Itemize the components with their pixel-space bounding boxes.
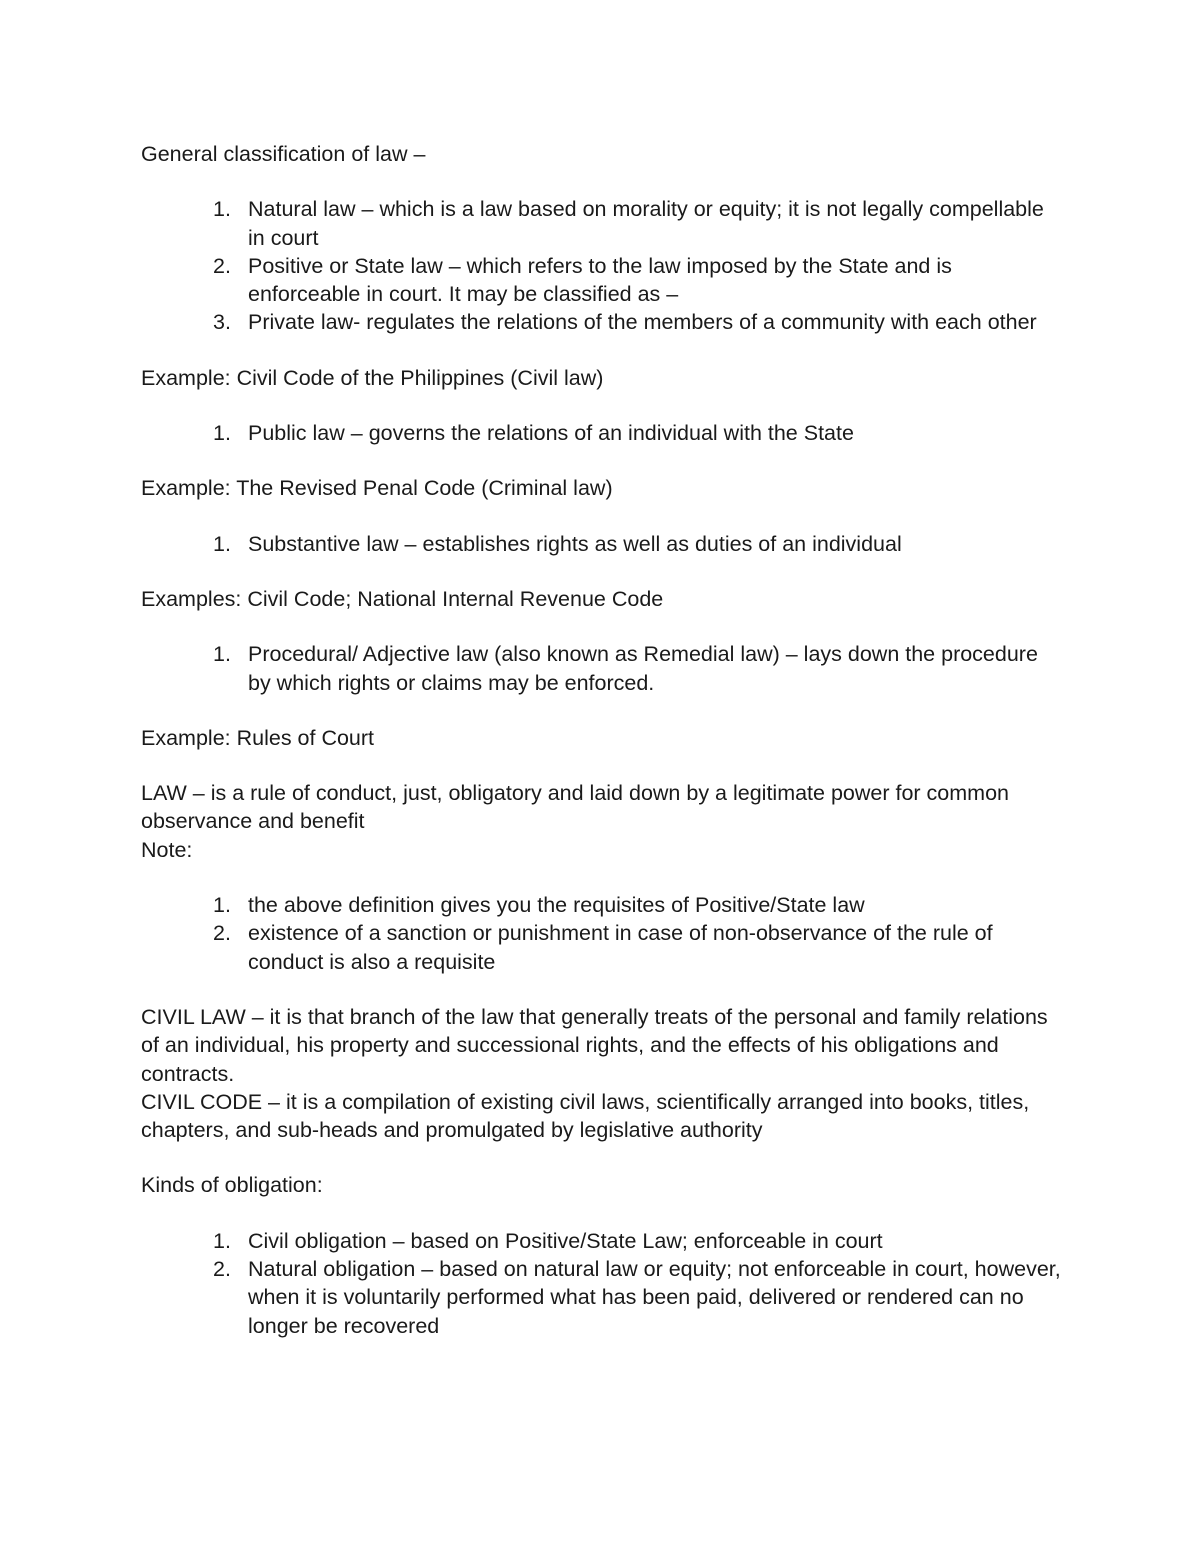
classification-heading: General classification of law – <box>141 142 426 166</box>
public-law-list <box>141 419 1061 447</box>
list-number: 1. <box>213 1228 231 1253</box>
list-number: 1. <box>213 642 231 667</box>
list-item-text: Substantive law – establishes rights as well as duties of an individual <box>248 531 902 556</box>
law-definition: LAW – is a rule of conduct, just, obligatory and laid down by a legitimate power for common observance and benefit <box>141 781 1009 834</box>
example-rules-of-court: Example: Rules of Court <box>141 725 375 750</box>
list-item <box>141 891 1061 919</box>
list-item-text: Natural law – which is a law based on morality or equity; it is not legally compellable in court <box>248 197 1044 250</box>
note-label: Note: <box>141 837 193 862</box>
classification-list <box>141 195 1061 336</box>
list-number: 3. <box>213 310 231 335</box>
list-item-text: Procedural/ Adjective law (also known as Remedial law) – lays down the procedure by which rights or claims may be enforced. <box>248 642 1038 695</box>
list-item <box>141 919 1061 976</box>
civil-code-definition: CIVIL CODE – it is a compilation of existing civil laws, scientifically arranged into books, titles, chapters, and sub-heads and promulgated by legislative authority <box>141 1089 1030 1143</box>
list-item-text: Civil obligation – based on Positive/State Law; enforceable in court <box>248 1228 883 1253</box>
list-item-text: existence of a sanction or punishment in case of non-observance of the rule of conduct is also a requisite <box>248 921 993 974</box>
list-item <box>141 530 1061 558</box>
document-body <box>141 140 1061 1367</box>
example-civil-law: Example: Civil Code of the Philippines (Civil law) <box>141 365 604 390</box>
list-item <box>141 195 1061 252</box>
examples-substantive: Examples: Civil Code; National Internal Revenue Code <box>141 586 664 611</box>
list-number: 1. <box>213 197 231 222</box>
obligation-list <box>141 1227 1061 1340</box>
list-number: 1. <box>213 893 231 918</box>
note-list <box>141 891 1061 976</box>
list-item-text: Public law – governs the relations of an individual with the State <box>248 421 854 446</box>
procedural-law-list <box>141 640 1061 697</box>
list-item <box>141 1227 1061 1255</box>
list-item-text: the above definition gives you the requisites of Positive/State law <box>248 893 865 918</box>
list-number: 1. <box>213 531 231 556</box>
list-number: 1. <box>213 421 231 446</box>
example-penal-code: Example: The Revised Penal Code (Criminal law) <box>141 476 613 501</box>
civil-law-definition: CIVIL LAW – it is that branch of the law that generally treats of the personal and family relations of an individual, his property and successional rights, and the effects of his obligations and contracts. <box>141 1004 1048 1086</box>
list-number: 2. <box>213 1257 231 1282</box>
list-item <box>141 1255 1061 1340</box>
list-item-text: Positive or State law – which refers to the law imposed by the State and is enforceable in court. It may be classified as – <box>248 253 952 307</box>
list-item <box>141 419 1061 447</box>
list-item-text: Private law- regulates the relations of the members of a community with each other <box>248 310 1037 335</box>
list-number: 2. <box>213 253 231 278</box>
substantive-law-list <box>141 530 1061 558</box>
list-item <box>141 640 1061 697</box>
list-item-text: Natural obligation – based on natural law or equity; not enforceable in court, however, when it is voluntarily performed what has been paid, delivered or rendered can no longer be recovered <box>248 1257 1061 1338</box>
list-item <box>141 252 1061 309</box>
list-item <box>141 308 1061 336</box>
kinds-of-obligation-heading: Kinds of obligation: <box>141 1173 323 1198</box>
list-number: 2. <box>213 921 231 946</box>
